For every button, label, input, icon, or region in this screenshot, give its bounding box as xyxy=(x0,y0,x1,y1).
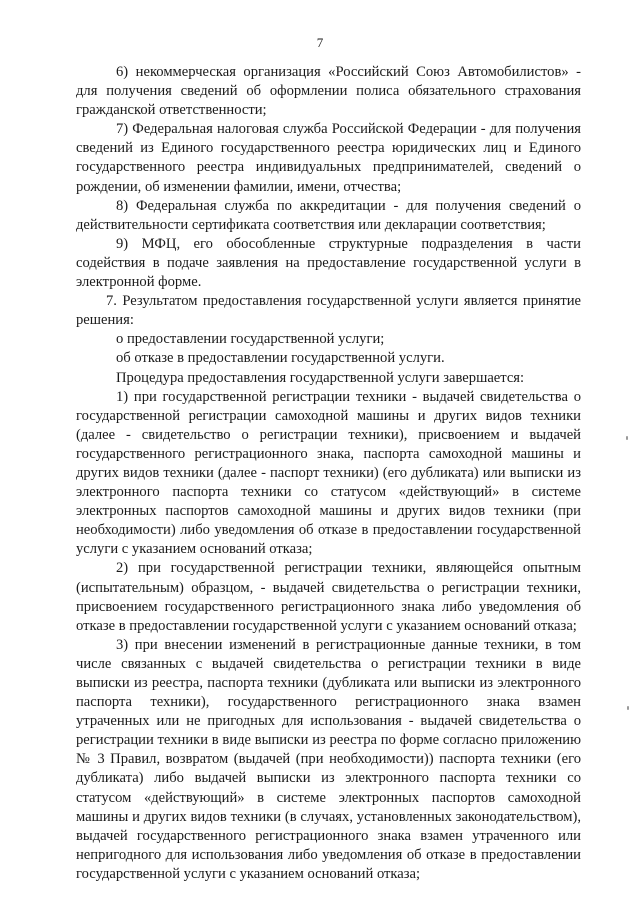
paragraph-decision-refusal: об отказе в предоставлении государственной услуги. xyxy=(116,350,445,367)
paragraph-item-9-mfc: 9) МФЦ, его обособленные структурные подразделения в части содействия в подаче заявления на предоставление государственной услуги в электронной форме. xyxy=(76,235,581,291)
paragraph-item-8-accreditation: 8) Федеральная служба по аккредитации - для получения сведений о действительности сертификата соответствия или декларации соответствия; xyxy=(76,197,581,233)
paragraph-decision-grant: о предоставлении государственной услуги; xyxy=(116,331,385,348)
paragraph-procedure-completion: Процедура предоставления государственной услуги завершается: xyxy=(116,369,525,386)
page-number: 7 xyxy=(316,35,324,50)
paragraph-completion-1-registration: 1) при государственной регистрации техники - выдачей свидетельства о государственной регистрации самоходной машины и других видов техники (далее - свидетельство о регистрации техники), присвоением и выдачей государственного регистрационного знака, паспорта самоходной машины и других видов техники (далее - паспорт техники) (его дубликата) или выписки из электронного паспорта техники со статусом «действующий» в системе электронных паспортов самоходной машины и других видов техники (при необходимости) либо уведомления об отказе в предоставлении государственной услуги с указанием оснований отказа; xyxy=(76,388,581,558)
paragraph-item-6-rsa: 6) некоммерческая организация «Российский Союз Автомобилистов» - для получения сведений об оформлении полиса обязательного страхования гражданской ответственности; xyxy=(76,64,581,119)
paragraph-completion-3-changes: 3) при внесении изменений в регистрационные данные техники, в том числе связанных с выдачей свидетельства о регистрации техники в виде выписки из реестра, паспорта техники (дубликата или выписки из электронного паспорта техники), государственного регистрационного знака взамен утраченных или не пригодных для использования - выдачей свидетельства о регистрации техники в виде выписки из реестра по форме согласно приложению № 3 Правил, возвратом (выдачей (при необходимости)) паспорта техники (его дубликата) либо выдачей выписки из электронного паспорта техники со статусом «действующий» в системе электронных паспортов самоходной машины и других видов техники (в случаях, установленных законодательством), выдачей государственного регистрационного знака взамен утраченного или непригодного для использования либо уведомления об отказе в предоставлении государственной услуги с указанием оснований отказа; xyxy=(76,636,581,882)
paragraph-item-7-tax-service: 7) Федеральная налоговая служба Российской Федерации - для получения сведений из Единого государственного реестра юридических лиц и Единого государственного реестра индивидуальных предпринимателей, сведений о рождении, об изменении фамилии, имени, отчества; xyxy=(76,121,581,195)
scan-artifact-mark xyxy=(627,706,629,710)
paragraph-section-7-result: 7. Результатом предоставления государственной услуги является принятие решения: xyxy=(76,293,581,329)
document-body xyxy=(76,63,581,884)
scan-artifact-mark xyxy=(626,436,628,440)
paragraph-completion-2-prototype: 2) при государственной регистрации техники, являющейся опытным (испытательным) образцом, - выдачей свидетельства о регистрации техники, присвоением государственного регистрационного знака либо уведомления об отказе в предоставлении государственной услуги с указанием оснований отказа; xyxy=(76,560,581,634)
